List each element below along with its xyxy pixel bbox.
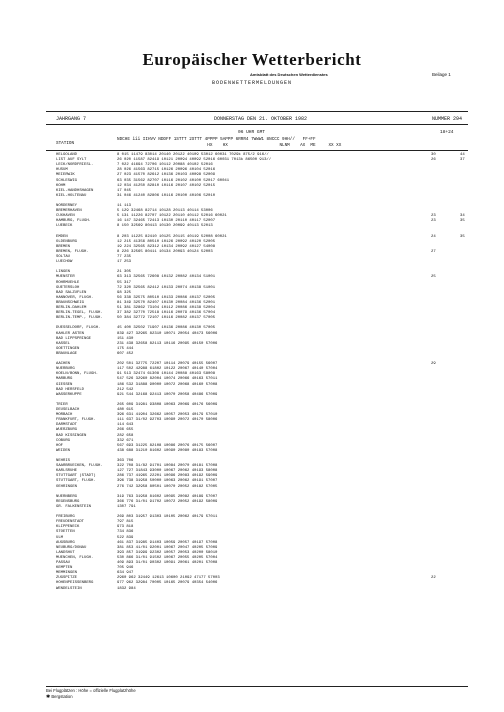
observation-code: 26 020 11587 82419 10121 20094 40092 52016 60031 7013k 86500 913// <box>117 158 272 163</box>
station-name: FREUDENSTADT <box>56 520 85 525</box>
extra-value-2: 37 <box>460 158 465 163</box>
station-name: HELGOLAND <box>56 153 78 157</box>
extra-value-1: 23 <box>431 219 436 224</box>
divider-meta <box>46 124 468 125</box>
station-name: WUERZBURG <box>56 428 78 433</box>
observation-code: 19 224 32565 82312 10134 20092 40127 54008 <box>117 244 216 249</box>
divider-top <box>46 111 468 112</box>
station-name: HUSUM <box>56 168 68 173</box>
observation-code: 151 430 <box>117 336 134 341</box>
station-name: KASSEL <box>56 341 71 346</box>
station-name: REGENSBURG <box>56 499 80 504</box>
station-name: COBURG <box>56 438 71 443</box>
observation-code: 45 400 32502 71907 10136 20086 40130 57005 <box>117 326 216 331</box>
observation-code: 17 045 <box>117 188 132 193</box>
station-name: LUEBECK <box>56 224 73 229</box>
observation-code: 55 317 <box>117 280 132 285</box>
observation-code: 282 658 <box>117 433 134 438</box>
observation-code: 265 609 31981 93808 10063 20069 40176 56009 <box>117 402 218 407</box>
column-header-codes-sub: HX HX NLNM AX ME XX XX <box>117 143 342 148</box>
station-name: LINGEN <box>56 270 71 275</box>
station-name: HOHENPEISSENBERG <box>56 581 94 586</box>
station-name: WEIDEN <box>56 448 71 453</box>
observation-code: 276 742 32958 80501 10070 20052 40182 57005 <box>117 484 218 489</box>
station-name: BERLIN-TEGEL, FLUGH. <box>56 311 103 316</box>
station-name: BAD LIPPSPRINGE <box>56 336 92 341</box>
divider-bottom <box>46 686 468 687</box>
station-name: KEMPTEN <box>56 566 73 571</box>
station-name: KIEL-HANDHSHAGEN <box>56 188 94 193</box>
observation-code: 8 150 32569 80413 10130 20099 40113 52013 <box>117 224 213 229</box>
observation-code: 186 532 31888 90000 10072 20068 40160 57008 <box>117 382 218 387</box>
divider-header <box>46 150 468 151</box>
observation-code: 480 615 <box>117 408 134 412</box>
station-name: KOELN/BONN, FLUGH. <box>56 372 99 377</box>
extra-value-2: 44 <box>460 153 465 157</box>
station-name: BAD SALZUFLEN <box>56 290 87 295</box>
footer-legend-text: Bergstation <box>51 694 73 699</box>
observation-code: 21 305 <box>117 270 132 275</box>
issue-date: DONNERSTAG DEN 21. OKTOBER 1982 <box>214 116 308 122</box>
observation-code: 363 706 <box>117 459 134 463</box>
station-name: BRAUNSCHWEIG <box>56 300 85 305</box>
observation-time: 06 UHR GMT <box>238 130 266 135</box>
observation-code: 50 384 32772 72107 10116 20082 40137 57005 <box>117 316 216 321</box>
observation-code: 2960 962 32449 12613 10600 21092 47177 57003 <box>117 576 220 581</box>
observation-code: 111 637 31/02 92703 10090 20072 40170 58006 <box>117 418 218 423</box>
observation-code: 438 688 31210 81602 10090 20080 40183 57008 <box>117 448 218 453</box>
observation-code: 396 631 41904 32662 10057 20053 40179 57010 <box>117 413 218 418</box>
station-name: ZUGSPITZE <box>56 576 78 581</box>
station-name: LECK/NORDFRIESL. <box>56 163 94 168</box>
observation-code: 705 946 <box>117 566 134 571</box>
station-name: MEIERWIK <box>56 173 75 178</box>
station-name: NEUBURG/DONAU <box>56 545 87 550</box>
observation-code: 11 113 <box>117 204 132 208</box>
observation-code: 381 853 41/01 92001 10067 20047 40205 57009 <box>117 545 218 550</box>
station-name: KLIPPENECK <box>56 525 80 530</box>
station-name: DEUSELBACH <box>56 408 80 412</box>
column-header-station: STATION <box>56 141 75 146</box>
observation-code: 8 203 11225 82410 10125 20115 40119 52008 60021 <box>117 234 227 239</box>
extra-value-1: 22 <box>431 576 436 581</box>
observation-code: 8 015 11479 83014 20140 20122 40109 53012 60031 7029k 875/2 916// <box>117 153 269 157</box>
observation-code: 530 866 31/01 91502 10067 20055 40205 57004 <box>117 555 218 560</box>
station-name: NUERBURG <box>56 367 75 372</box>
observation-code: 51 381 32862 73104 10112 20086 40138 52004 <box>117 306 216 310</box>
observation-code: 16 147 32465 72413 10130 20110 40117 52007 <box>117 219 216 224</box>
observation-code: 91 513 32474 61308 10144 20088 40163 58008 <box>117 372 216 377</box>
station-name: STUTTGART (STADT) <box>56 474 96 479</box>
footer-legend <box>46 694 73 700</box>
station-name: MORBACH <box>56 413 73 418</box>
observation-code: 797 815 <box>117 520 134 525</box>
station-name: PASSAU <box>56 561 71 565</box>
station-name: NORDERNEY <box>56 204 78 208</box>
station-name: KAHLER ASTEN <box>56 331 85 336</box>
observation-code: 839 427 32965 82310 10071 20054 40473 56006 <box>117 331 218 336</box>
extra-value-2: 34 <box>460 214 465 219</box>
station-name: GIESSEN <box>56 382 73 387</box>
station-name: AUGSBURG <box>56 540 75 545</box>
station-name: BAD KISSINGEN <box>56 433 87 438</box>
station-name: GOETTINGEN <box>56 346 80 351</box>
issue-number: NUMMER 294 <box>432 116 463 122</box>
station-name: HOF <box>56 443 64 448</box>
observation-code: 28 026 41563 82715 10126 20096 40104 52016 <box>117 168 216 173</box>
station-name: OEHRINGEN <box>56 484 78 489</box>
station-name: BERLIN-DAHLEM <box>56 306 87 310</box>
observation-code: 56 338 32575 80510 10133 20086 40137 52005 <box>117 295 216 300</box>
observation-code: 27 023 41570 82612 10136 20103 40098 52009 <box>117 173 216 178</box>
observation-code: 332 671 <box>117 438 134 443</box>
extra-value-1: 29 <box>431 362 436 367</box>
observation-code: 977 962 32984 70005 10165 20079 40354 54006 <box>117 581 218 586</box>
observation-code: 12 034 41250 82810 10116 20107 40102 52015 <box>117 183 216 188</box>
observation-code: 37 382 32770 72518 10116 20079 40136 57004 <box>117 311 216 316</box>
observation-code: 269 803 31957 91303 10105 20062 40179 57011 <box>117 515 218 520</box>
station-name: STUTTGART, FLUGH. <box>56 479 96 484</box>
station-name: KOHM <box>56 183 66 188</box>
station-name: DARMSTADT <box>56 423 78 428</box>
station-name: GUETERSLOH <box>56 285 80 290</box>
observation-code: 921 544 32168 92413 10070 20058 40486 57009 <box>117 392 218 397</box>
station-name: NUERNBERG <box>56 494 78 499</box>
observation-code: 127 727 31843 93000 10067 20062 40193 58008 <box>117 469 218 474</box>
station-name: NEHRIS <box>56 459 71 463</box>
observation-code: 8 226 32565 80411 10134 20093 40124 52003 <box>117 249 213 254</box>
extra-value-1: 23 <box>431 214 436 219</box>
station-name: LANDSHUT <box>56 550 75 555</box>
observation-code: 567 693 31225 82108 10086 20076 40175 56007 <box>117 443 218 448</box>
observation-code: 547 526 32960 82004 10074 20066 40163 57011 <box>117 377 218 382</box>
footer-note: Bei Flugplätzen : Höhe = offizielle Flugplatzhöhe <box>46 688 136 693</box>
observation-code: 366 776 31/01 91702 10072 20052 40192 58009 <box>117 499 218 504</box>
station-name: SAARBRUECKEN, FLUGH. <box>56 464 103 469</box>
observation-code: 409 893 31/01 90302 10091 20061 40201 57008 <box>117 561 218 565</box>
observation-code: 393 857 31999 92302 10057 20053 40200 58010 <box>117 550 218 555</box>
station-name: LIST AUF SYLT <box>56 158 87 163</box>
station-name: OLDENBURG <box>56 239 78 244</box>
observation-code: 5 131 11226 82707 10122 20110 40112 52016 60021 <box>117 214 227 219</box>
station-name: CUXHAVEN <box>56 214 75 219</box>
station-name: ULM <box>56 535 64 540</box>
station-name: AACHEN <box>56 362 71 367</box>
observation-code: 634 947 <box>117 571 134 576</box>
observation-code: 522 839 <box>117 535 134 540</box>
extra-value-1: 24 <box>431 234 436 239</box>
station-name: FREIBURG <box>56 515 75 520</box>
extra-value-1: 25 <box>431 275 436 280</box>
station-name: LUECHOW <box>56 260 73 265</box>
observation-code: 286 737 41965 22201 10096 20083 40192 59009 <box>117 474 218 479</box>
observation-code: 319 763 31958 81602 10095 20082 40189 57007 <box>117 494 218 499</box>
station-name: HANNOVER, FLUGH. <box>56 295 94 300</box>
station-name: BREMEN <box>56 244 71 249</box>
station-name: DUESSELDORF, FLUGH. <box>56 326 101 331</box>
extra-value-2: 35 <box>460 234 465 239</box>
observation-code: 322 708 31/82 91701 10084 20070 40181 57008 <box>117 464 218 469</box>
observation-code: 1832 984 <box>117 586 136 591</box>
station-name: KARLSRUHE <box>56 469 78 474</box>
observation-code: 231 438 32658 82113 10116 20095 40150 57006 <box>117 341 218 346</box>
document-subtitle: Amtsblatt des Deutschen Wetterdienstes <box>250 72 328 77</box>
station-name: MARBURG <box>56 377 73 382</box>
observation-code: 7 022 41694 72706 10112 20088 40102 52016 <box>117 163 213 168</box>
station-name: MUENCHEN, FLUGH. <box>56 555 94 560</box>
extra-value-1: 30 <box>431 153 436 157</box>
station-name: TRIER <box>56 402 68 407</box>
station-name: ROHRMUEHLE <box>56 280 80 285</box>
period-label: 18+24 <box>440 130 454 135</box>
station-name: BREMERHAVEN <box>56 209 82 214</box>
supplement-label: Beilage 1 <box>432 72 451 77</box>
document-title: Europäischer Wetterbericht <box>142 50 362 69</box>
station-name: SOLTAU <box>56 255 71 259</box>
extra-value-2: 35 <box>460 219 465 224</box>
observation-code: 72 320 32565 82412 10133 20074 40138 51001 <box>117 285 216 290</box>
observation-code: 12 215 41356 80510 10126 20092 40120 52005 <box>117 239 216 244</box>
station-name: WASSERKUPPE <box>56 392 82 397</box>
observation-code: 98 325 <box>117 290 132 295</box>
column-header-codes: NDCHE iii IIHVV NDDFF 1STTT 2STTT 4PPPP 5APPP 6RRR4 7WWW1 8NCCC 9HH// FF+FF <box>117 137 316 142</box>
station-name: KIEL-HOLTENAU <box>56 193 87 198</box>
volume-label: JAHRGANG 7 <box>56 116 87 122</box>
observation-code: 1307 791 <box>117 504 136 509</box>
mountain-station-symbol: ✱ <box>46 694 51 700</box>
station-name: BAD HERSFELD <box>56 387 85 392</box>
observation-code: 63 313 32565 72608 10132 20082 40134 51001 <box>117 275 216 280</box>
observation-code: 212 542 <box>117 387 134 392</box>
station-name: WENDELSTEIN <box>56 586 82 591</box>
observation-code: 77 235 <box>117 255 132 259</box>
observation-code: 734 836 <box>117 530 134 535</box>
station-name: SCHLESWIG <box>56 178 78 183</box>
extra-value-1: 27 <box>431 249 436 254</box>
station-name: FRANKFURT, FLUGH. <box>56 418 96 423</box>
station-name: HAMBURG, FLUGH. <box>56 219 92 224</box>
station-name: EMDEN <box>56 234 68 239</box>
observation-code: 396 738 31958 50000 10063 20062 40191 57007 <box>117 479 218 484</box>
station-name: MEMMINGEN <box>56 571 78 576</box>
observation-code: 81 349 32570 82407 10130 20084 40136 52001 <box>117 300 216 305</box>
observation-code: 202 501 32775 72207 10114 20079 40155 56007 <box>117 362 218 367</box>
observation-code: 266 655 <box>117 428 134 433</box>
extra-value-1: 26 <box>431 158 436 163</box>
observation-code: 607 452 <box>117 351 134 356</box>
observation-code: 17 253 <box>117 260 132 265</box>
observation-code: 114 643 <box>117 423 134 428</box>
station-name: GR. FALKENSTEIN <box>56 504 92 509</box>
station-name: STOETTEN <box>56 530 75 535</box>
observation-code: 973 818 <box>117 525 134 530</box>
section-heading: BODENWETTERMELDUNGEN <box>211 80 292 86</box>
station-name: BRAUNLAGE <box>56 351 78 356</box>
observation-code: 63 035 31562 82707 10116 20102 40100 52017 60041 <box>117 178 230 183</box>
station-name: MUENSTER <box>56 275 75 280</box>
observation-code: 5 129 32468 82714 10128 20113 40114 53006 <box>117 209 213 214</box>
observation-code: 31 046 41240 82806 10116 20100 40106 52010 <box>117 193 216 198</box>
observation-code: 461 837 31985 91403 10059 20057 40197 57008 <box>117 540 218 545</box>
station-name: BREMEN, FLUGH. <box>56 249 89 254</box>
observation-code: 175 444 <box>117 346 134 351</box>
observation-code: 117 502 42988 61802 10122 20067 40140 57004 <box>117 367 218 372</box>
station-name: BERLIN-TEMP., FLUGH. <box>56 316 103 321</box>
